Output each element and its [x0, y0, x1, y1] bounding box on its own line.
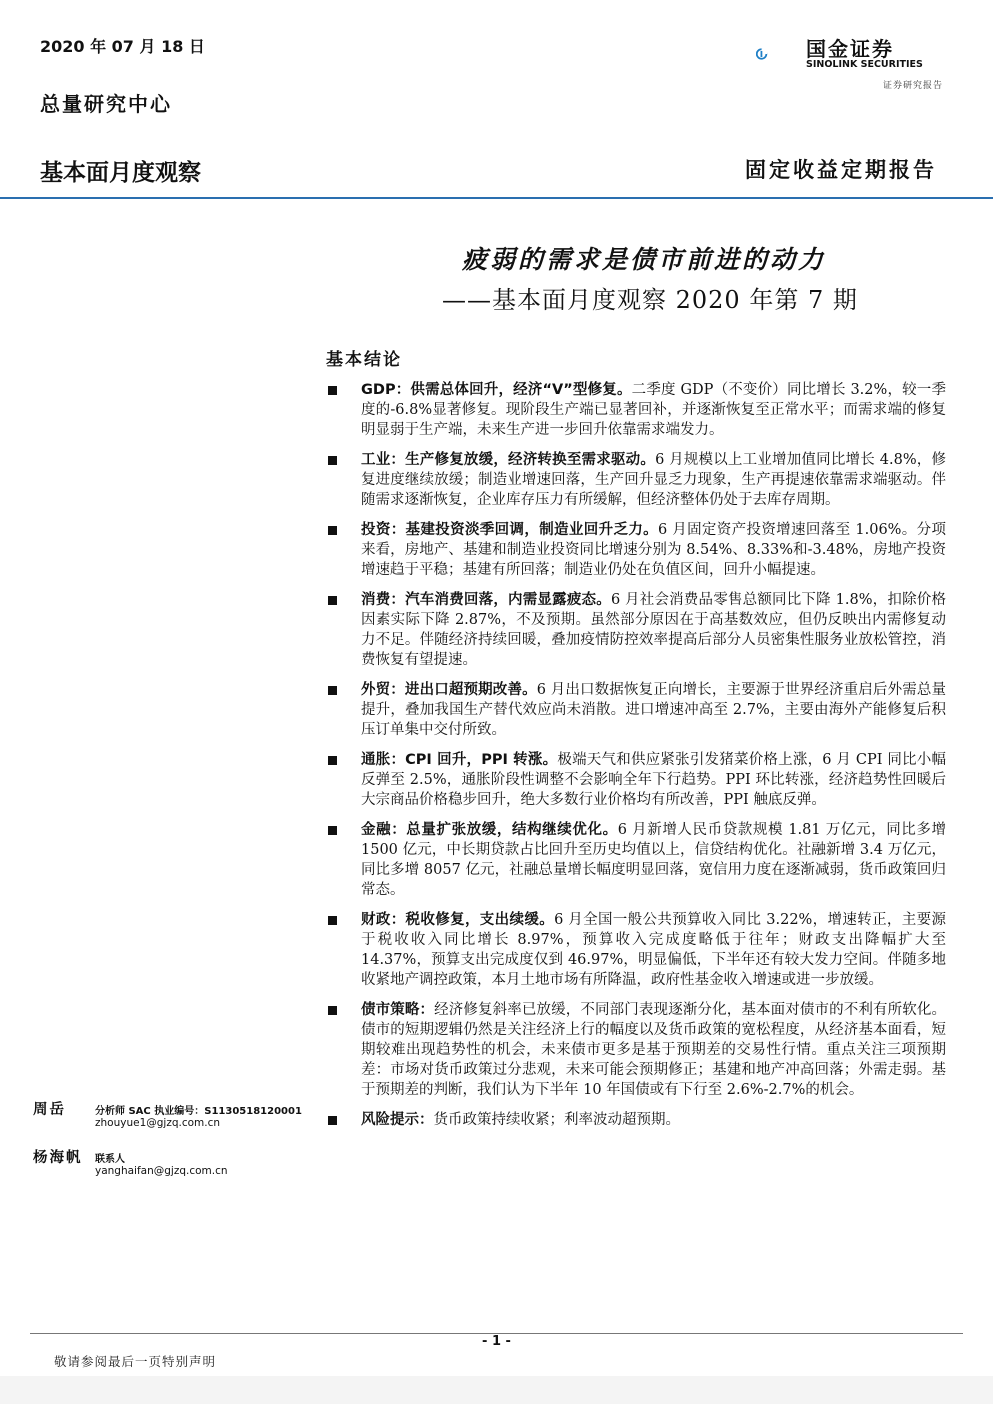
item-text: 极端天气和供应紧张引发猪菜价格上涨，6 月 CPI 同比小幅反弹至 2.5%，通胀阶段性调整不会影响全年下行趋势。PPI 环比转涨，经济趋势性回暖后大宗商品价格稳步回升，绝大多数行业价格均有所改善，PPI 触底反弹。	[361, 752, 946, 808]
bullet-square-icon	[328, 456, 337, 465]
item-lead: 通胀：CPI 回升，PPI 转涨。	[361, 752, 558, 768]
item-lead: 金融：总量扩张放缓，结构继续优化。	[361, 822, 618, 838]
analyst-entry	[33, 1098, 313, 1142]
section-heading: 基本结论	[326, 350, 402, 370]
conclusion-item-trade	[326, 680, 946, 740]
main-title: 疲弱的需求是债市前进的动力	[462, 245, 827, 274]
series-title: 基本面月度观察	[40, 160, 201, 186]
bullet-square-icon	[328, 526, 337, 535]
analyst-role: 联系人	[95, 1154, 125, 1165]
item-lead: 外贸：进出口超预期改善。	[361, 682, 537, 698]
item-lead: GDP：供需总体回升，经济“V”型修复。	[361, 382, 632, 398]
bullet-square-icon	[328, 596, 337, 605]
logo-subtitle: 证券研究报告	[882, 81, 943, 91]
disclaimer-note: 敬请参阅最后一页特别声明	[54, 1354, 217, 1369]
analyst-entry	[33, 1146, 313, 1190]
conclusion-item-gdp	[326, 380, 946, 440]
conclusion-item-inflation	[326, 750, 946, 810]
item-text: 货币政策持续收紧；利率波动超预期。	[433, 1112, 680, 1128]
item-lead: 投资：基建投资淡季回调，制造业回升乏力。	[361, 522, 659, 538]
item-text: 6 月出口数据恢复正向增长，主要源于世界经济重启后外需总量提升，叠加我国生产替代效应尚未消散。进口增速冲高至 2.7%，主要由海外产能修复后积压订单集中交付所致。	[361, 682, 946, 738]
research-center-name: 总量研究中心	[40, 92, 172, 116]
conclusion-item-bond-strategy	[326, 1000, 946, 1100]
item-text: 6 月全国一般公共预算收入同比 3.22%，增速转正，主要源于税收收入同比增长 8.97%，预算收入完成度略低于往年；财政支出降幅扩大至 14.37%，预算支出完成度仅到 46.97%，明显偏低，下半年还有较大发力空间。伴随多地收紧地产调控政策，本月土地市场有所降温，政府性基金收入增速或进一步放缓。	[361, 912, 946, 988]
item-lead: 财政：税收修复，支出续缓。	[361, 912, 555, 928]
logo-text-en: SINOLINK SECURITIES	[806, 59, 923, 70]
sub-title: ——基本面月度观察 2020 年第 7 期	[442, 286, 858, 314]
bottom-strip	[0, 1376, 993, 1404]
analyst-email[interactable]: yanghaifan@gjzq.com.cn	[95, 1165, 228, 1177]
report-date: 2020 年 07 月 18 日	[40, 37, 205, 56]
logo-text-cn: 国金证券	[806, 37, 894, 61]
bullet-square-icon	[328, 1116, 337, 1125]
conclusion-item-investment	[326, 520, 946, 580]
bullet-square-icon	[328, 826, 337, 835]
item-lead: 债市策略：	[361, 1002, 435, 1018]
item-text: 6 月新增人民币贷款规模 1.81 万亿元，同比多增 1500 亿元，中长期贷款占比回升至历史均值以上，信贷结构优化。社融新增 3.4 万亿元，同比多增 8057 亿元，社融总量增长幅度明显回落，宽信用力度在逐渐减弱，货币政策回归常态。	[361, 822, 947, 898]
bullet-square-icon	[328, 756, 337, 765]
item-text: 6 月规模以上工业增加值同比增长 4.8%，修复进度继续放缓；制造业增速回落，生产回升显乏力现象，生产再提速依靠需求端驱动。伴随需求逐渐恢复，企业库存压力有所缓解，但经济整体仍处于去库存周期。	[361, 452, 946, 508]
conclusion-item-finance	[326, 820, 946, 900]
conclusion-item-fiscal	[326, 910, 946, 990]
analyst-email[interactable]: zhouyue1@gjzq.com.cn	[95, 1117, 221, 1129]
conclusion-item-consumption	[326, 590, 946, 670]
item-text: 经济修复斜率已放缓，不同部门表现逐渐分化，基本面对债市的不利有所软化。债市的短期逻辑仍然是关注经济上行的幅度以及货币政策的宽松程度，从经济基本面看，短期较难出现趋势性的机会，未来债市更多是基于预期差的交易性行情。重点关注三项预期差：市场对货币政策过分悲观，未来可能会预期修正；基建和地产冲高回落；外需走弱。基于预期差的判断，我们认为下半年 10 年国债或有下行至 2.6%-2.7%的机会。	[361, 1002, 946, 1098]
analyst-name: 杨海帆	[33, 1149, 83, 1166]
analyst-name: 周岳	[33, 1101, 66, 1118]
analyst-block	[33, 1098, 313, 1194]
bullet-square-icon	[328, 686, 337, 695]
header-divider	[0, 197, 993, 199]
report-type: 固定收益定期报告	[745, 157, 937, 182]
conclusion-item-risk	[326, 1110, 946, 1130]
item-text: 6 月固定资产投资增速回落至 1.06%。分项来看，房地产、基建和制造业投资同比增速分别为 8.54%、8.33%和-3.48%，房地产投资增速趋于平稳；基建有所回落；制造业仍处在负值区间，回升小幅提速。	[361, 522, 947, 578]
conclusion-item-industry	[326, 450, 946, 510]
item-lead: 工业：生产修复放缓，经济转换至需求驱动。	[361, 452, 656, 468]
page-number: - 1 -	[482, 1334, 511, 1349]
conclusion-list	[326, 380, 946, 1140]
item-lead: 消费：汽车消费回落，内需显露疲态。	[361, 592, 611, 608]
bullet-square-icon	[328, 386, 337, 395]
bullet-square-icon	[328, 1006, 337, 1015]
analyst-role: 分析师 SAC 执业编号：S1130518120001	[95, 1106, 302, 1117]
item-text: 6 月社会消费品零售总额同比下降 1.8%，扣除价格因素实际下降 2.87%，不及预期。虽然部分原因在于高基数效应，但仍反映出内需修复动力不足。伴随经济持续回暖，叠加疫情防控效率提高后部分人员密集性服务业放松管控，消费恢复有望提速。	[361, 592, 946, 668]
item-text: 二季度 GDP（不变价）同比增长 3.2%，较一季度的-6.8%显著修复。现阶段生产端已显著回补，并逐渐恢复至正常水平；而需求端的修复明显弱于生产端，未来生产进一步回升依靠需求端发力。	[361, 382, 946, 438]
item-lead: 风险提示：	[361, 1112, 434, 1128]
sinolink-logo-icon	[756, 32, 804, 76]
bullet-square-icon	[328, 916, 337, 925]
